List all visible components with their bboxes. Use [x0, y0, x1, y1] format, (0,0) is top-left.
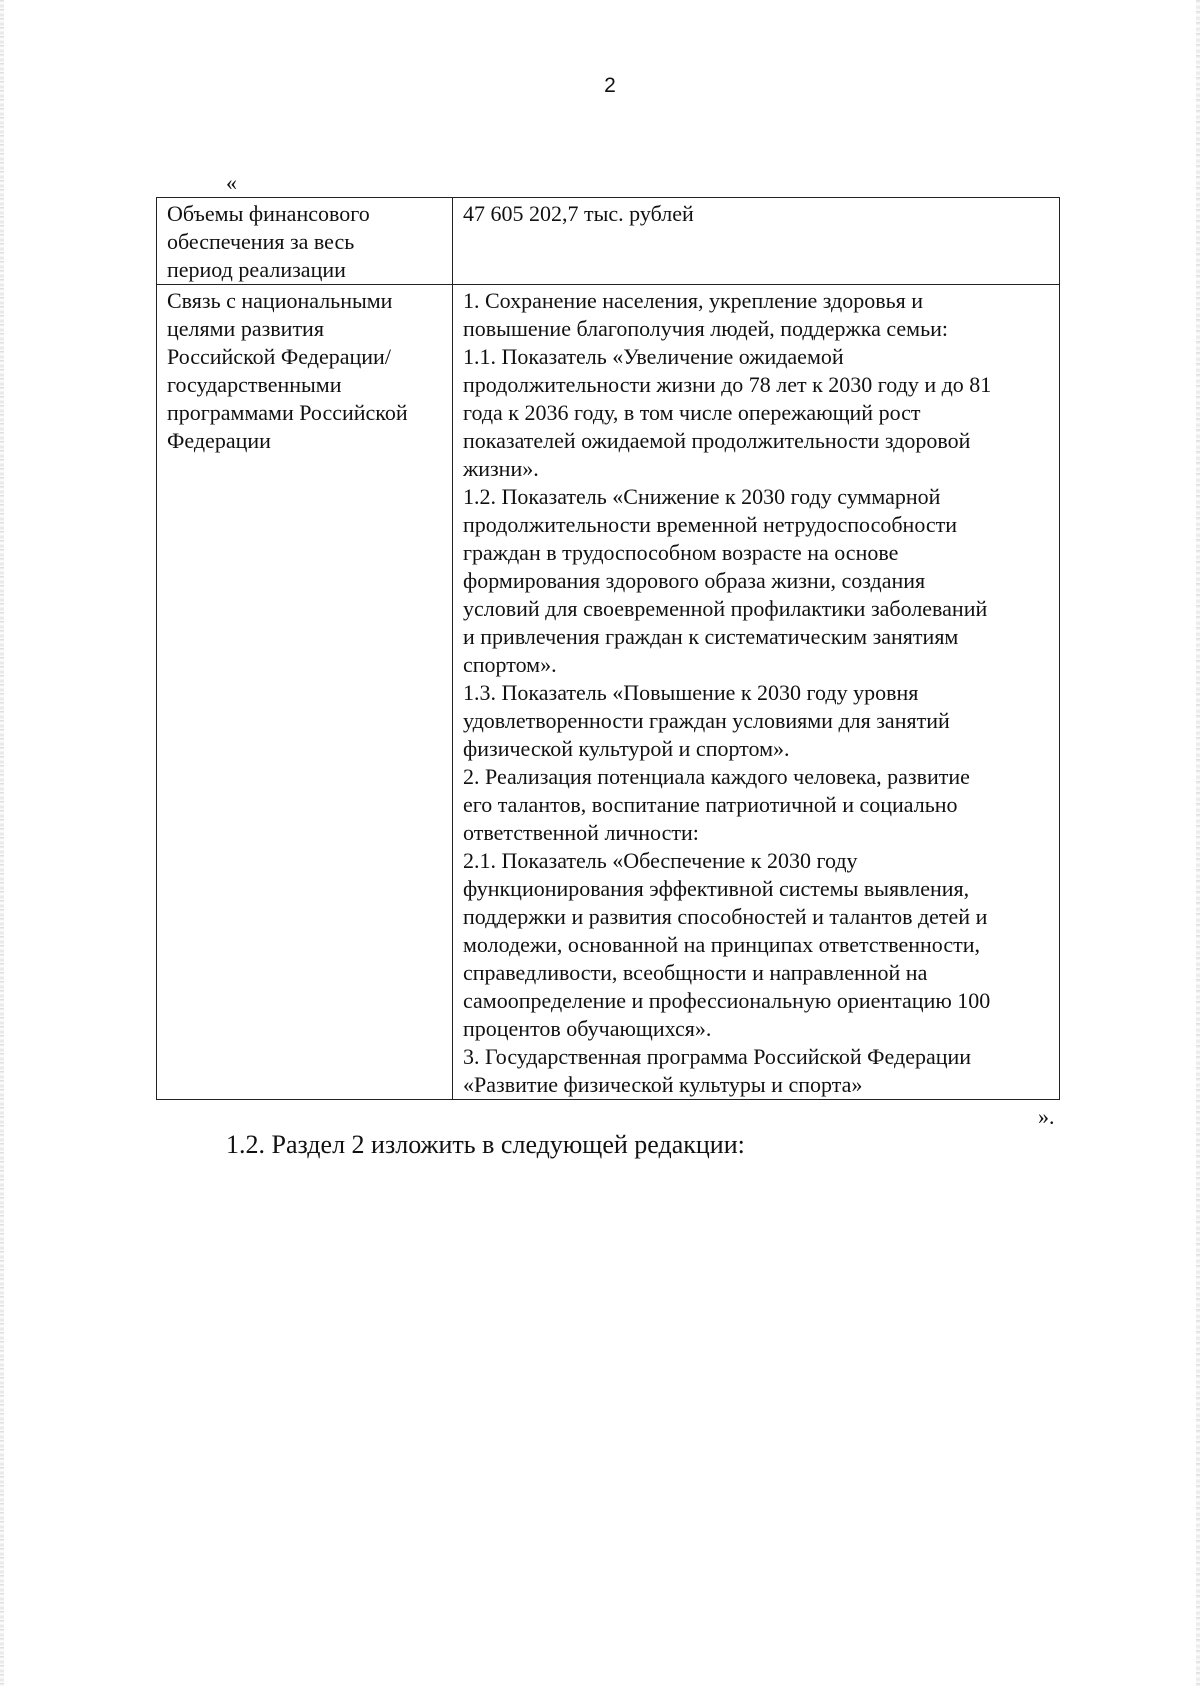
opening-quote-mark: «: [226, 170, 237, 195]
value-line: молодежи, основанной на принципах ответственности,: [463, 932, 980, 957]
value-line: его талантов, воспитание патриотичной и социально: [463, 792, 958, 817]
value-line: жизни».: [463, 456, 539, 481]
label-line: программами Российской: [167, 400, 408, 425]
value-line: и привлечения граждан к систематическим занятиям: [463, 624, 959, 649]
section-heading: 1.2. Раздел 2 изложить в следующей редакции:: [226, 1130, 745, 1159]
value-line: справедливости, всеобщности и направленной на: [463, 960, 928, 985]
row-label-cell: [157, 198, 453, 285]
value-line: удовлетворенности граждан условиями для занятий: [463, 708, 950, 733]
label-line: Федерации: [167, 428, 271, 453]
scan-edge-right: [1196, 0, 1200, 1686]
value-line: продолжительности жизни до 78 лет к 2030 году и до 81: [463, 372, 992, 397]
value-line: формирования здорового образа жизни, создания: [463, 568, 926, 593]
value-line: 1.3. Показатель «Повышение к 2030 году уровня: [463, 680, 919, 705]
label-line: целями развития: [167, 316, 324, 341]
value-line: 1.1. Показатель «Увеличение ожидаемой: [463, 344, 844, 369]
value-line: самоопределение и профессиональную ориентацию 100: [463, 988, 991, 1013]
row-value-cell: [453, 198, 1060, 285]
value-line: 1.2. Показатель «Снижение к 2030 году суммарной: [463, 484, 941, 509]
passport-table-body: [157, 198, 1060, 1100]
value-line: 3. Государственная программа Российской Федерации: [463, 1044, 972, 1069]
table-row: [157, 285, 1060, 1100]
value-line: 47 605 202,7 тыс. рублей: [463, 201, 694, 226]
value-line: показателей ожидаемой продолжительности здоровой: [463, 428, 971, 453]
closing-quote-mark: ».: [1038, 1104, 1055, 1129]
page-number: 2: [604, 74, 616, 97]
value-line: граждан в трудоспособном возрасте на основе: [463, 540, 899, 565]
row-value-cell: [453, 285, 1060, 1100]
value-line: ответственной личности:: [463, 820, 699, 845]
value-line: 2.1. Показатель «Обеспечение к 2030 году: [463, 848, 858, 873]
value-line: продолжительности временной нетрудоспособности: [463, 512, 958, 537]
passport-table: [156, 197, 1060, 1100]
label-line: обеспечения за весь: [167, 229, 355, 254]
value-line: года к 2036 году, в том числе опережающий рост: [463, 400, 921, 425]
scan-edge-left: [0, 0, 4, 1686]
value-line: условий для своевременной профилактики заболеваний: [463, 596, 988, 621]
value-line: спортом».: [463, 652, 557, 677]
label-line: государственными: [167, 372, 342, 397]
value-line: процентов обучающихся».: [463, 1016, 712, 1041]
row-label-cell: [157, 285, 453, 1100]
value-line: 1. Сохранение населения, укрепление здоровья и: [463, 288, 924, 313]
value-line: «Развитие физической культуры и спорта»: [463, 1072, 863, 1097]
label-line: Российской Федерации/: [167, 344, 391, 369]
table-row: [157, 198, 1060, 285]
value-line: поддержки и развития способностей и талантов детей и: [463, 904, 988, 929]
value-line: физической культурой и спортом».: [463, 736, 790, 761]
value-line: повышение благополучия людей, поддержка семьи:: [463, 316, 949, 341]
label-line: Объемы финансового: [167, 201, 370, 226]
value-line: функционирования эффективной системы выявления,: [463, 876, 970, 901]
label-line: Связь с национальными: [167, 288, 393, 313]
value-line: 2. Реализация потенциала каждого человека, развитие: [463, 764, 970, 789]
label-line: период реализации: [167, 257, 346, 282]
